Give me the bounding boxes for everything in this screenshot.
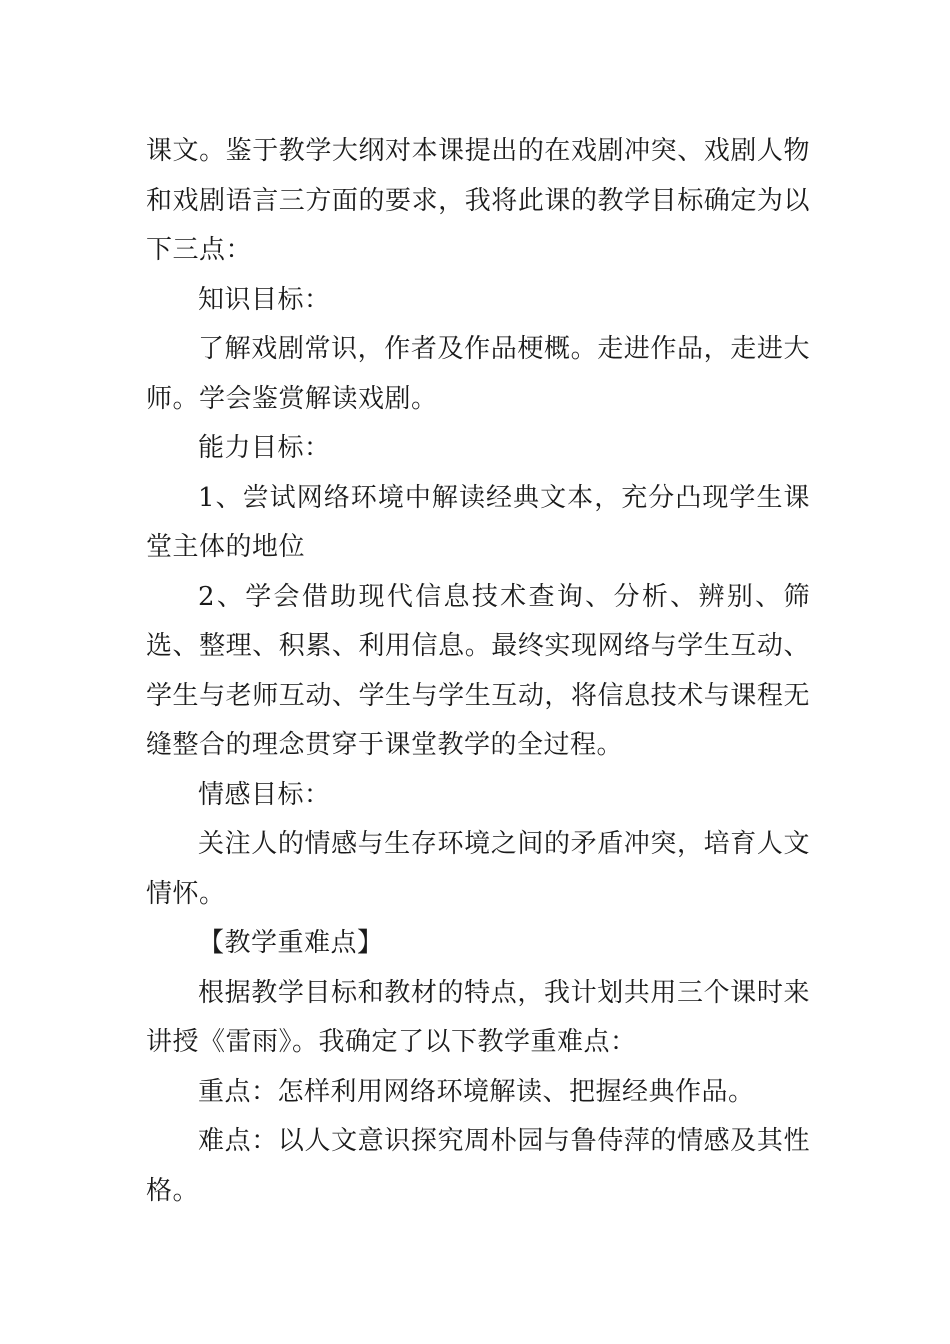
paragraph-ability-goal-2: 2、学会借助现代信息技术查询、分析、辨别、筛选、整理、积累、利用信息。最终实现网络与学生互动、学生与老师互动、学生与学生互动，将信息技术与课程无缝整合的理念贯穿于课堂教学的全过程。: [146, 581, 810, 760]
paragraph-ability-goal-1: 1、尝试网络环境中解读经典文本，充分凸现学生课堂主体的地位: [146, 482, 810, 562]
paragraph-key-point: 重点：怎样利用网络环境解读、把握经典作品。: [198, 1076, 755, 1107]
paragraph-intro: 课文。鉴于教学大纲对本课提出的在戏剧冲突、戏剧人物和戏剧语言三方面的要求，我将此课的教学目标确定为以下三点：: [146, 136, 810, 265]
paragraph-plan: 根据教学目标和教材的特点，我计划共用三个课时来讲授《雷雨》。我确定了以下教学重难点：: [146, 977, 810, 1057]
heading-emotion-goal: 情感目标：: [198, 779, 331, 810]
document-body: [146, 127, 810, 1216]
heading-ability-goal: 能力目标：: [198, 433, 331, 463]
paragraph-knowledge-goal: 了解戏剧常识，作者及作品梗概。走进作品，走进大师。学会鉴赏解读戏剧。: [146, 334, 810, 414]
heading-key-difficult-points: 【教学重难点】: [198, 928, 384, 958]
heading-knowledge-goal: 知识目标：: [198, 284, 331, 315]
paragraph-emotion-goal: 关注人的情感与生存环境之间的矛盾冲突，培育人文情怀。: [146, 829, 810, 909]
paragraph-difficult-point: 难点：以人文意识探究周朴园与鲁侍萍的情感及其性格。: [146, 1126, 810, 1206]
